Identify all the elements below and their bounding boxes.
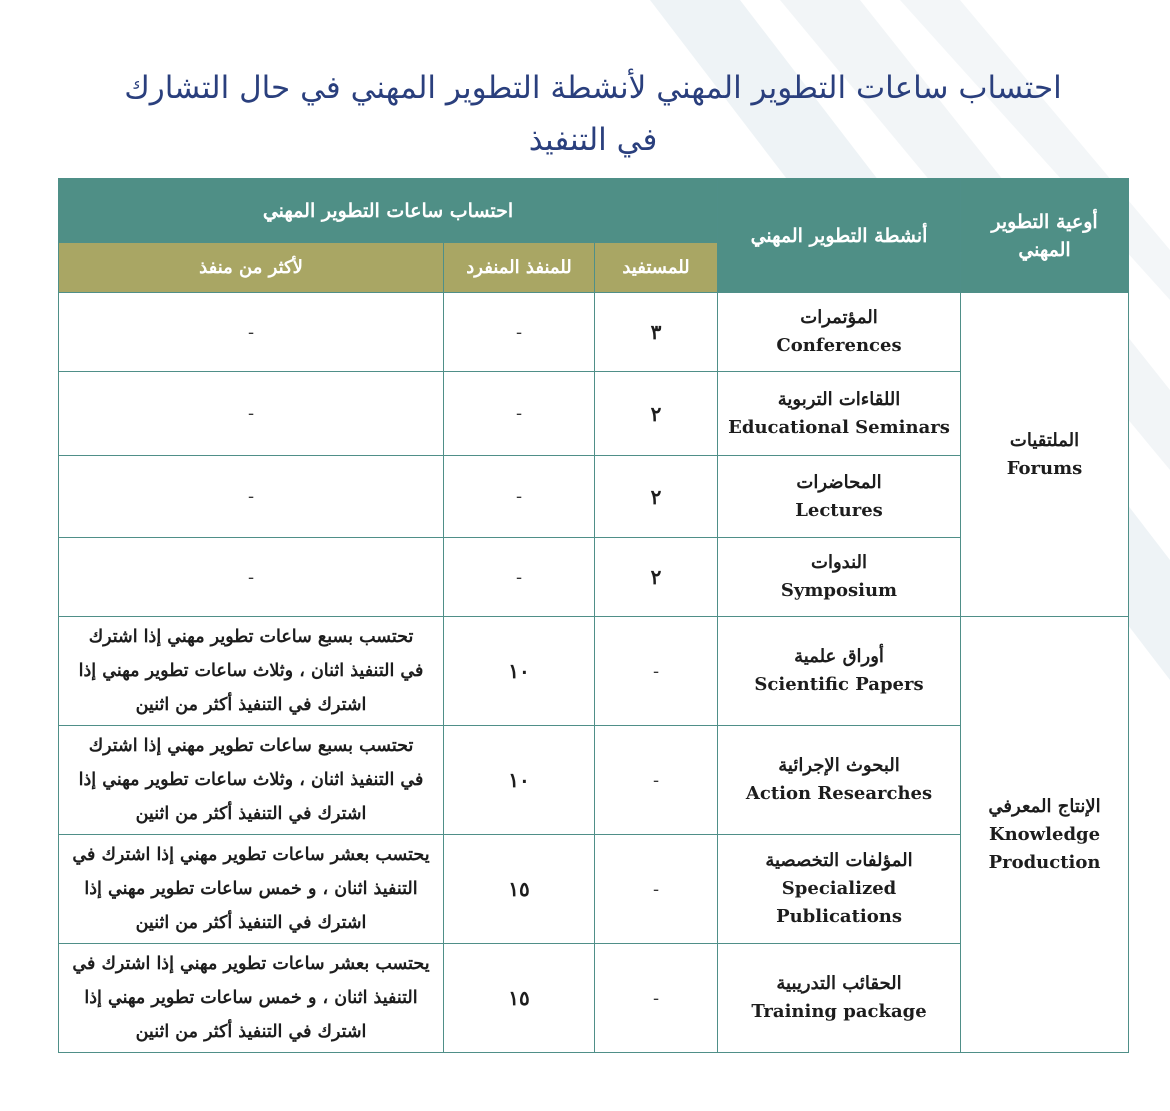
multi-executor-note: يحتسب بعشر ساعات تطوير مهني إذا اشترك في التنفيذ اثنان ، و خمس ساعات تطوير مهني إذا اشترك في التنفيذ أكثر من اثنين	[59, 835, 444, 944]
activity-cell: المحاضرات Lectures	[718, 456, 961, 538]
beneficiary-value: -	[595, 617, 718, 726]
activity-cell: اللقاءات التربوية Educational Seminars	[718, 372, 961, 456]
header-vessels: أوعية التطوير المهني	[961, 179, 1129, 293]
single-executor-value: -	[444, 538, 595, 617]
multi-executor-value: -	[59, 538, 444, 617]
activity-cell: المؤتمرات Conferences	[718, 293, 961, 372]
page-title-line-1: احتساب ساعات التطوير المهني لأنشطة التطوير المهني في حال التشارك	[124, 70, 1062, 106]
single-executor-value: -	[444, 293, 595, 372]
activity-cell: المؤلفات التخصصية Specialized Publications	[718, 835, 961, 944]
header-single-executor: للمنفذ المنفرد	[444, 243, 595, 293]
beneficiary-value: ٢	[595, 538, 718, 617]
single-executor-value: ١٠	[444, 726, 595, 835]
activity-cell: البحوث الإجرائية Action Researches	[718, 726, 961, 835]
multi-executor-value: -	[59, 293, 444, 372]
activity-cell: الحقائب التدريبية Training package	[718, 944, 961, 1053]
activity-cell: الندوات Symposium	[718, 538, 961, 617]
multi-executor-value: -	[59, 372, 444, 456]
activity-cell: أوراق علمية Scientific Papers	[718, 617, 961, 726]
header-hours-calculation: احتساب ساعات التطوير المهني	[59, 179, 718, 243]
beneficiary-value: -	[595, 944, 718, 1053]
beneficiary-value: -	[595, 726, 718, 835]
multi-executor-value: -	[59, 456, 444, 538]
multi-executor-note: يحتسب بعشر ساعات تطوير مهني إذا اشترك في التنفيذ اثنان ، و خمس ساعات تطوير مهني إذا اشترك في التنفيذ أكثر من اثنين	[59, 944, 444, 1053]
header-row-1	[59, 179, 1129, 243]
header-beneficiary: للمستفيد	[595, 243, 718, 293]
page-title	[60, 62, 1126, 166]
professional-development-hours-table	[58, 178, 1129, 1053]
group-cell-knowledge-production: الإنتاج المعرفي Knowledge Production	[961, 617, 1129, 1053]
table-row	[59, 617, 1129, 726]
single-executor-value: ١٥	[444, 944, 595, 1053]
single-executor-value: -	[444, 456, 595, 538]
group-cell-forums: الملتقيات Forums	[961, 293, 1129, 617]
single-executor-value: -	[444, 372, 595, 456]
single-executor-value: ١٥	[444, 835, 595, 944]
beneficiary-value: -	[595, 835, 718, 944]
beneficiary-value: ٣	[595, 293, 718, 372]
header-multiple-executors: لأكثر من منفذ	[59, 243, 444, 293]
multi-executor-note: تحتسب بسبع ساعات تطوير مهني إذا اشترك في التنفيذ اثنان ، وثلاث ساعات تطوير مهني إذا اشترك في التنفيذ أكثر من اثنين	[59, 617, 444, 726]
multi-executor-note: تحتسب بسبع ساعات تطوير مهني إذا اشترك في التنفيذ اثنان ، وثلاث ساعات تطوير مهني إذا اشترك في التنفيذ أكثر من اثنين	[59, 726, 444, 835]
beneficiary-value: ٢	[595, 372, 718, 456]
header-activities: أنشطة التطوير المهني	[718, 179, 961, 293]
table-row	[59, 293, 1129, 372]
page-title-line-2: في التنفيذ	[528, 122, 658, 158]
single-executor-value: ١٠	[444, 617, 595, 726]
beneficiary-value: ٢	[595, 456, 718, 538]
